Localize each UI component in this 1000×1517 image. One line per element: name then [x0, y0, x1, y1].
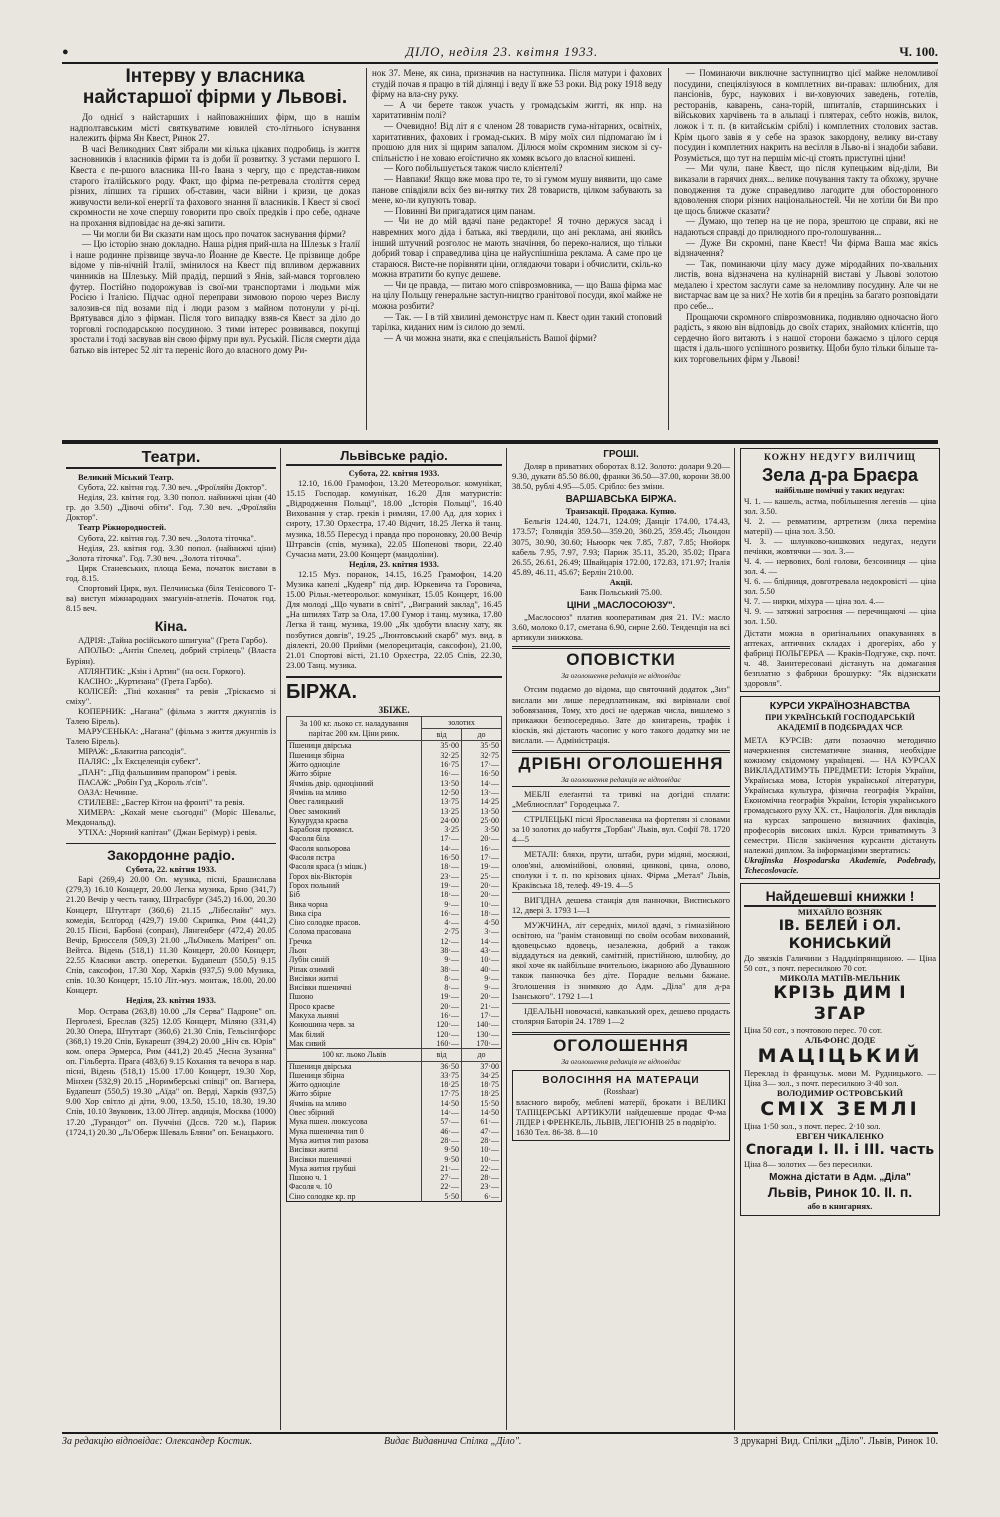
price-to-cell: 6·—	[484, 1191, 499, 1201]
grain-price-row	[287, 983, 502, 992]
grain-price-row	[287, 1155, 502, 1164]
price-to-cell: 13·—	[480, 787, 499, 797]
grain-name-cell: Кукурудза краєва	[287, 816, 422, 825]
grain-name-cell: Пшениця двірська	[287, 741, 422, 751]
price-from-cell: 8·—	[422, 983, 462, 992]
footer-left: За редакцію відповідає: Олександер Костик.	[62, 1436, 253, 1447]
grain-price-row	[287, 927, 502, 936]
price-from-cell: 33·75	[422, 1071, 462, 1080]
courses-address: Ukrajinska Hospodarska Akademie, Podebrady, Tchecoslovacie.	[744, 855, 936, 875]
lviv-radio-heading: Львівське радіо.	[286, 448, 502, 466]
page-number: Ч. 100.	[899, 44, 938, 59]
grain-name-cell: Фасоля пстра	[287, 853, 422, 862]
announcements-heading: ОГОЛОШЕННЯ	[553, 1035, 689, 1055]
horsehair-ad-text: власного виробу, меблеві матерії, брокати і ВЕЛИКІ ТАПІЦЕРСЬКІ АРТИКУЛИ найдешевше продає Ф-ма ЛІДЕР і ФРЕНКЕЛЬ, ЛЬВІВ, ЛЕГІОНІВ 25 в подвір'ю.	[516, 1096, 726, 1128]
small-ad: СТРІЛЕЦЬКІ пісні Ярославенка на фортепян зі словами за 10 золотих до набуття „Торбан" Львів, вул. Софії 78. 1720 4—5	[512, 812, 730, 847]
price-from-cell: 12·—	[422, 937, 462, 946]
footer-right: З друкарні Вид. Спілки „Діло". Львів, Ринок 10.	[733, 1436, 938, 1447]
money-text: Доляр в приватних оборотах 8.12. Золото: долари 9.20—9.30, дукати 85.50 86.00, франки 36.50—37.00, корони 38.00 38.50, рублі 4.95—5.05. Срібло: без зміни.	[512, 461, 730, 492]
price-to-cell: 16·50	[480, 769, 499, 779]
price-to-cell: 15·50	[480, 1098, 499, 1108]
book-item: ЕВГЕН ЧИКАЛЕНКО Спогади І. ІІ. і ІІІ. часть Ціна 8— золотих — без пересилки.	[744, 1131, 935, 1170]
price-to-cell: 40·—	[480, 964, 499, 974]
price-to-cell: 9·—	[484, 983, 499, 993]
books-footer-3: або в книгарнях.	[807, 1201, 873, 1212]
grain-name-cell: Конюшина черв. за	[287, 1020, 422, 1029]
grain-price-row	[287, 1192, 502, 1202]
grain-price-row	[287, 1089, 502, 1098]
price-from-cell: 8·—	[422, 974, 462, 983]
small-ads-disclaimer: За оголошення редакція не відповідає	[512, 775, 730, 787]
price-to-cell: 3·—	[484, 927, 499, 937]
small-ads-list	[512, 787, 730, 1028]
price-from-cell: 9·—	[422, 955, 462, 964]
grain-name-cell: Овес замокний	[287, 807, 422, 816]
price-to-cell: 47·—	[480, 1126, 499, 1136]
price-to-cell: 43·—	[480, 946, 499, 955]
warsaw-exchange-sub: Транзакції. Продажа. Купно.	[565, 506, 677, 517]
grain-price-row	[287, 1011, 502, 1020]
notices-disclaimer: За оголошення редакція не відповідає	[561, 671, 681, 681]
grain-price-row	[287, 900, 502, 909]
grain-price-row	[287, 862, 502, 871]
book-item: МИХАЙЛО ВОЗНЯК ІВ. БЕЛЕЙ і ОЛ. КОНИСЬКИЙ До звязків Галичини з Наддніпрянщиною. — Ціна 50 сот., з почт. пересилкою 70 сот.	[744, 907, 936, 974]
grain-price-row	[287, 1071, 502, 1080]
grain-name-cell: Мука пшенична тип 0	[287, 1127, 422, 1136]
grain-name-cell: Пшениця двірська	[287, 1061, 422, 1071]
price-from-cell: 19·—	[422, 992, 462, 1001]
grain-price-row	[287, 955, 502, 964]
grain-name-cell: Ячмінь двір. одноцінний	[287, 779, 422, 788]
grain-name-cell: Ріпак озимий	[287, 965, 422, 974]
horsehair-ad-title: ВОЛОСІННЯ НА МАТЕРАЦИ	[542, 1074, 700, 1086]
grain-price-row	[287, 992, 502, 1001]
grain-name-cell: Жито збірне	[287, 1089, 422, 1098]
money-heading: ГРОШІ.	[603, 449, 639, 460]
price-to-cell: 23·—	[480, 1182, 499, 1192]
announcements-disclaimer: За оголошення редакція не відповідає	[561, 1056, 681, 1066]
small-ad: МЕБЛІ елеґантні та тривкі на догідні сплати: „Меблиосплат" Городецька 7.	[512, 787, 730, 812]
book-item: ВОЛОДИМИР ОСТРОВСЬКИЙ СМІХ ЗЕМЛІ Ціна 1·50 зол., з почт. перес. 2·10 зол.	[744, 1088, 920, 1132]
footer-center: Видає Видавнича Спілка „Діло".	[384, 1436, 522, 1447]
price-to-cell: 17·—	[480, 1011, 499, 1021]
price-to-cell: 16·—	[480, 843, 499, 853]
price-to-cell: 25·—	[480, 871, 499, 881]
grain-name-cell: Мак сивий	[287, 1039, 422, 1049]
grain-price-row	[287, 872, 502, 881]
grain-name-cell: Фасоля кольорова	[287, 844, 422, 853]
price-to-cell: 20·—	[480, 890, 499, 900]
small-ad: ІДЕАЛЬНІ новочасні, кавказький орех, дешево продасть столярня Баторія 24. 1789 1—2	[512, 1005, 730, 1026]
grain-price-row	[287, 890, 502, 899]
price-to-cell: 10·—	[480, 955, 499, 965]
grain-name-cell: Гречка	[287, 937, 422, 946]
grain-name-cell: Висівки пшеничні	[287, 1155, 422, 1164]
grain-name-cell: Вика сіра	[287, 909, 422, 918]
price-from-cell: 120·—	[422, 1030, 462, 1039]
courses-sub: ПРИ УКРАЇНСЬКІЙ ГОСПОДАРСЬКІЙ АКАДЕМІЇ В ПОДЄБРАДАХ ЧСР.	[765, 713, 915, 732]
grain-name-cell: Висівки житні	[287, 1145, 422, 1154]
grain-price-row	[287, 760, 502, 769]
masthead-title: ДІЛО, неділя 23. квітня 1933.	[405, 44, 599, 59]
warsaw-exchange-text: Бельгія 124.40, 124.71, 124.09; Данціг 174.00, 174.43, 173.57; Голяндія 359.50—359.20, 360.25, 359.45; Льондон 3075, 30.90, 30.60; Ньюорк чек 7.85, 7.87, 7.85; Нюйорк кабель 7.95, 7.97, 7.93; Париж 35.11, 35.20, 35.02; Прага 26.55, 26.61, 26.49; Швайцарія 172.00, 172.83, 171.97; Італія 45.89, 46.11, 45.67; Берлін 210.00.	[512, 516, 730, 577]
brauer-sub: найбільше помічні у таких недугах:	[775, 486, 905, 495]
horsehair-ad-footer: 1630 Тел. 86-38. 8—10	[516, 1127, 598, 1138]
grain-name-cell: Пшоно	[287, 992, 422, 1001]
shares-text: Банк Польський 75.00.	[579, 587, 663, 598]
grain-table-header-to: до	[462, 729, 502, 741]
price-from-cell: 9·50	[422, 1145, 462, 1154]
grain-price-row	[287, 1127, 502, 1136]
price-from-cell: 14·—	[422, 1108, 462, 1117]
book-item: МИКОЛА МАТІЇВ-МЕЛЬНИК КРІЗЬ ДИМ І ЗГАР Ціна 50 сот., з почтовою перес. 70 сот.	[744, 973, 907, 1036]
price-to-cell: 10·—	[480, 1154, 499, 1164]
price-from-cell: 14·50	[422, 1099, 462, 1108]
price-to-cell: 3·50	[484, 825, 499, 835]
grain-name-cell: Овес збірний	[287, 1108, 422, 1117]
price-from-cell: 12·50	[422, 788, 462, 797]
price-from-cell: 18·—	[422, 890, 462, 899]
grain-name-cell: Ячмінь на мливо	[287, 1099, 422, 1108]
grain-name-cell: Фасоля краса (з мішк.)	[287, 862, 422, 871]
foreign-radio-heading: Закордонне радіо.	[66, 843, 276, 864]
price-from-cell: 18·—	[422, 862, 462, 871]
price-to-cell: 20·—	[480, 834, 499, 844]
grain-table-header2-to: до	[462, 1049, 502, 1061]
grain-name-cell: Жито одноціле	[287, 1080, 422, 1089]
grain-price-row	[287, 909, 502, 918]
grain-table-header2-left: 100 кг. льоко Львів	[287, 1049, 422, 1061]
theatres-heading: Театри.	[66, 448, 276, 469]
price-from-cell: 17·75	[422, 1089, 462, 1098]
price-from-cell: 28·—	[422, 1136, 462, 1145]
price-from-cell: 14·—	[422, 844, 462, 853]
price-from-cell: 4·—	[422, 918, 462, 927]
grain-price-row	[287, 974, 502, 983]
grain-price-row	[287, 1002, 502, 1011]
grain-price-row	[287, 918, 502, 927]
price-to-cell: 130·—	[476, 1029, 499, 1039]
grain-name-cell: Пшениця збірна	[287, 751, 422, 760]
price-to-cell: 17·—	[480, 853, 499, 863]
price-to-cell: 4·50	[484, 918, 499, 928]
maslosoyuz-text: „Маслосоюз" платив кооперативам дня 21. IV.: масло 3.60, молоко 0.17, сметана 6.90, сирне 2.60. Тенденція на всі артикули знижкова.	[512, 612, 730, 643]
brauer-brand: Зела д-ра Браєра	[761, 465, 919, 485]
grain-price-row	[287, 769, 502, 778]
price-to-cell: 34·25	[480, 1070, 499, 1080]
foreign-radio-day1: Субота, 22. квітня 1933.	[125, 864, 217, 875]
grain-name-cell: Мак білий	[287, 1030, 422, 1039]
foreign-radio-text1: Барі (269,4) 20.00 Оп. музика, пісні, Брашислава (279,3) 16.10 Концерт, 20.00 Легка музика, Брно (341,7) 21.20 Вечір у честь танку, Штрасбург (345,2) 16.00, 20.30 Концерт, Штутгарт (360,6) 21.15 „Лібеслайн" муз. комедія, Бєлґород (429,7) 19.00 Скрипка, Рим (441,2) 20.15 Пісні, Барбоні (сопран), Лянгенберг (472,4) 20.05 Вечір, Брюсселя (509,3) 21.00 „ЛьОнкель Матірен" оп. Вейтса. Відень (518,1) 11.30 Концерт, 20.00 Концерт, 22.55 Класики австр. оперетки. Будапешт (550,5) 9.15 Спів, саксофон, 17.30 Хор, Харків (937,5) 9.00 Музика, спів. 10.30 Концерт, 15.10 Літ.-муз. монтаж, 18.00, 20.00 Концерт.	[66, 874, 276, 996]
price-from-cell: 13·25	[422, 807, 462, 816]
grain-name-cell: Мука житня грубші	[287, 1164, 422, 1173]
grain-name-cell: Висівки пшеничні	[287, 983, 422, 992]
price-to-cell: 22·—	[480, 1163, 499, 1173]
brauer-list: Ч. 1. — кашель, астма, побільшення легенів — ціна зол. 3.50. Ч. 2. — ревматизм, артретизм (лиха переміна матерії) — ціна зол. 3.50. Ч. 3. — шлунково-кишкових недугах, недуги печінки, жовтячки — зол. 3.— Ч. 4. — нервових, болі голови, безсонниця — ціна зол. 4. — Ч. 6. — блідниця, довготревала недокровісті — ціна зол. 5.50 Ч. 7. — нирки, міхура — ціна зол. 4.— Ч. 9. — затяжні затроєння — перечищаючі — ціна зол. 1.50.	[744, 496, 936, 626]
grain-price-row	[287, 1136, 502, 1145]
brauer-ad	[740, 448, 940, 692]
grain-name-cell: Пшениця збірна	[287, 1071, 422, 1080]
price-from-cell: 17·—	[422, 834, 462, 843]
grain-table-header2-from: від	[422, 1049, 462, 1061]
price-from-cell: 18·25	[422, 1080, 462, 1089]
grain-price-row	[287, 1117, 502, 1126]
books-footer-2: Львів, Ринок 10. II. п.	[767, 1184, 913, 1201]
price-to-cell: 28·—	[480, 1173, 499, 1183]
price-to-cell: 170·—	[476, 1038, 499, 1048]
price-from-cell: 35·00	[422, 741, 462, 751]
foreign-radio-day2: Неділя, 23. квітня 1933.	[125, 995, 217, 1006]
column-entertainment	[66, 448, 276, 1430]
grain-price-row	[287, 741, 502, 751]
grain-subheading: ЗБІЖЕ.	[378, 704, 410, 715]
books-footer-1: Можна дістати в Адм. „Діла"	[769, 1172, 911, 1184]
maslosoyuz-heading: ЦІНИ „МАСЛОСОЮЗУ".	[566, 600, 676, 612]
price-from-cell: 46·—	[422, 1127, 462, 1136]
grain-price-row	[287, 946, 502, 955]
grain-price-row	[287, 807, 502, 816]
grain-price-row	[287, 1030, 502, 1039]
grain-name-cell: Біб	[287, 890, 422, 899]
price-from-cell: 36·50	[422, 1061, 462, 1071]
grain-name-cell: Ячмінь на мливо	[287, 788, 422, 797]
price-to-cell: 28·—	[480, 1135, 499, 1145]
grain-price-row	[287, 779, 502, 788]
grain-price-row	[287, 797, 502, 806]
price-from-cell: 21·—	[422, 1164, 462, 1173]
price-from-cell: 38·—	[422, 946, 462, 955]
lviv-radio-day2: Неділя, 23. квітня 1933.	[348, 558, 440, 569]
horsehair-ad	[512, 1070, 730, 1141]
price-from-cell: 13·50	[422, 779, 462, 788]
price-from-cell: 3·25	[422, 825, 462, 834]
grain-name-cell: Жито збірне	[287, 769, 422, 778]
grain-table-header-zl: золотих	[422, 716, 502, 728]
grain-name-cell: Вика чорна	[287, 900, 422, 909]
lviv-radio-text2: 12.15 Муз. поранок, 14.15, 16.25 Грамофон, 14.20 Музика капелі „Кудеяр" під дир. Юркевича та Горовича, 15.00 Рільн.-метеорольог. комунікат, 15.05 Концерт, 16.00 Для молоді „Що чувати в світі", „Виграний заклад", 16.45 „На шпилях Татр за Ола, 17.00 Гумор і танц. музика, 17.80 Легка й танц. музика, 19.00 „Як здобути власну хату, як позбутися довгів", 19.25 „Люнтовський скарб" муз. вид. в діялекті, 20.00 Прийми (мелорецитація, саксофон), 21.00, 21.01 Спортові вісті, 21.10 Орхестра, 22.05 Спів, 22.30, 23.00 Танц. музика.	[286, 568, 502, 670]
price-from-cell: 13·75	[422, 797, 462, 806]
price-from-cell: 24·00	[422, 816, 462, 825]
price-to-cell: 32·75	[480, 750, 499, 760]
grain-price-row	[287, 1108, 502, 1117]
books-ad	[740, 883, 940, 1216]
price-from-cell: 16·50	[422, 853, 462, 862]
grain-name-cell: Висівки житні	[287, 974, 422, 983]
grain-price-row	[287, 853, 502, 862]
grain-price-row	[287, 751, 502, 760]
price-to-cell: 13·50	[480, 806, 499, 816]
grain-price-row	[287, 937, 502, 946]
price-from-cell: 16·75	[422, 760, 462, 769]
grain-price-row	[287, 788, 502, 797]
grain-price-row	[287, 965, 502, 974]
price-to-cell: 14·—	[480, 778, 499, 788]
price-from-cell: 19·—	[422, 881, 462, 890]
small-ads-heading: ДРІБНІ ОГОЛОШЕННЯ	[518, 753, 724, 773]
price-to-cell: 19·—	[480, 862, 499, 872]
grain-price-row	[287, 1039, 502, 1049]
price-from-cell: 20·—	[422, 1002, 462, 1011]
grain-name-cell: Фасоля біла	[287, 834, 422, 843]
exchange-heading: БІРЖА.	[286, 676, 502, 704]
grain-price-row	[287, 1020, 502, 1029]
price-to-cell: 37·00	[480, 1061, 499, 1071]
grain-name-cell: Горох вік-Вікторія	[287, 872, 422, 881]
grain-name-cell: Пшоно ч. 1	[287, 1173, 422, 1182]
grain-price-row	[287, 825, 502, 834]
small-ad: ВИГІДНА дешева станція для панночки, Висписького 12, двері 3. 1793 1—1	[512, 893, 730, 918]
book-item: АЛЬФОНС ДОДЕ МАЦІЦЬКИЙ Переклад із французьк. мови М. Рудницького. — Ціна 3— зол., з почт. пересилкою 3·40 зол.	[744, 1035, 936, 1089]
price-to-cell: 10·—	[480, 1145, 499, 1155]
price-to-cell: 35·50	[480, 741, 499, 751]
masthead-ornament-icon: ●	[62, 46, 69, 58]
interview-column-2: нок 37. Мене, як сина, призначив на наступника. Після матури і фахових студій почав я працю в тій ділянці і веду її вже 53 роки. Від року 1918 веду фірму на вла-сну руку. — А чи берете також участь у громадськім житті, як нпр. на харитативнім полі? — Очевидно! Від літ я є членом 28 товариств гума-нітарних, освітніх, харитативних, фахових і громад-ських. В міру моїх сил підпомагаю їм і прошою для них зі щирим запалом. Ділюся моїм скромним зиском зі су-спільністю і не ховаю егоїстично як хомяк всього до власної кишені. — Кого побільшується також число клієнтелі? — Навпаки! Якщо вже мова про те, то зі гумом мушу виявити, що саме панове співдіяли всіх без ви-нятку тих 28 товариств, цілком забувають за мене, ко-ли купують товар. — Повинні Ви пригадатися цим панам. — Чи не до мій вдачі пане редакторе! Я точно держуся засад і навремних мого діда і батька, які твердили, що ані реклама, ані якийсь інший штучний розголос не мають значіння, бо переко-налися, що тільки добрий товар і справедлива ціна це найуспішніша реклама. А саме про це стараюся. Висте-не порівняти ціни, оглядаючи товари і обчислити, скіль-ко можна втратити бо купує дешеве. — Чи це правда, — питаю мого співрозмовника, — що Ваша фірма має на цілу Польщу генеральне заступ-ництво гранітової посуди, якої майже не можна розбити? — Так. — І в тій хвилині демонструє нам п. Квест один такий стоповий тарілка, киданих ним із силою до землі. — А чи можна знати, яка є спеціяльність Вашої фірми?	[372, 68, 662, 343]
price-to-cell: 10·—	[480, 899, 499, 909]
grain-name-cell: Мука пшен. люксусова	[287, 1117, 422, 1126]
cinemas-heading: Кіна.	[154, 618, 188, 635]
small-ad: МЕТАЛІ: бляхи, прути, штаби, рури мідяні, мосяжні, олов'яні, алюмінійові, оловяні, цинкові, цина, олово, сполуки і т. п. по крізових цінах. Фірма „Метал" Львів, Краківська 18, телеф. 49-19. 4—5	[512, 847, 730, 892]
grain-price-row	[287, 1099, 502, 1108]
price-from-cell: 27·—	[422, 1173, 462, 1182]
price-from-cell: 5·50	[422, 1192, 462, 1202]
lviv-radio-text1: 12.10, 16.00 Грамофон, 13.20 Метеорольог. комунікат, 15.15 Господар. комунікат, 16.20 Для матуристів: „Відродження Польщі", 18.00 „Історія Польщі", 16.40 Виховання у стар. греків і римлян, 17.00 Ад. для хорих і сироту, 17.30 Орхестра, 17.40 Відчит, 18.25 Легка й танц. музика, 18.55 Пересуд і правда про пороновку, 20.00 Вечір Штравсів (спів, музика), 22.05 Шопенові твори, 22.40 Сучасна мати, 23.00 Концерт (мандоліни).	[286, 478, 502, 559]
grain-name-cell: Льон	[287, 946, 422, 955]
price-from-cell: 16·—	[422, 1011, 462, 1020]
grain-price-row	[287, 1173, 502, 1182]
price-to-cell: 20·—	[480, 880, 499, 890]
grain-name-cell: Просо краєве	[287, 1002, 422, 1011]
price-from-cell: 9·—	[422, 900, 462, 909]
warsaw-exchange-heading: ВАРШАВСЬКА БІРЖА.	[565, 494, 677, 506]
interview-column-3: — Поминаючи виключне заступництво цієї майже неломливої посудини, спеціялізуюся в комплетних ви-правах: шлюбних, для пансіонів, бурс, наукових і ви-ховуючих заведень, готелів, ресторанів, каварень, сана-торій, шпиталів, старшинських і військових харчівень та в альпаці і плятерах, себто ножів, вилок, ложок і т. п. (в китайськім сріблі) і комплетних столових застав. Крім цього завів я у себе на зразок закордону, велику ви-ставу посудин і комплетних накрить на весілля в Льво-ві і знадоби забави. Розуміється, що тут на першім міс-ці стоять приступні ціни! — Ми чули, пане Квест, що після купецьким від-діли, Ви виказали в гарячих днях... велике почування такту та обхожу, зручне поводження та дуже справедливо лагодите для обосторонного вдоволення спори різних національностей. Чи не хотіли би Ви про це щось ближче сказати? — Думаю, що тепер на це не пора, зрештою це справи, які не надаються справді до прилюдного про-голошування... — Дуже Ви скромні, пане Квест! Чи фірма Ваша має якісь відзначення? — Так, поминаючи цілу масу дуже міродайних по-хвальних листів, вона відзначена на кулінарній виставі у Львові золотою медалею і хрестом заслуги саме за неломливу посудину. Але чи не вистарчає вам це за них? Не хотів би я прецінь за багато розповідати про себе... Прощаючи скромного співрозмовника, подивляю одночасно його радість, з якою він відповідь до своїх старих, знайомих клієнтів, що сердечно його витають і з нашої сторони бажаємо з цілого серця щастя і даль-шого успішного розвитку. Щоби було тільки більше та-ких торговельних фірм у Львові!	[674, 68, 938, 365]
theatres-list: Великий Міський Театр. Субота, 22. квітня год. 7.30 веч. „Фроїляйн Доктор". Неділя, 23. квітня год. 3.30 попол. найнижчі ціни (40 гр. до 3.50) „Дівочі обіти". Год. 7.30 веч. „Фроїляйн Доктор". Театр Ріжнородностей. Субота, 22. квітня год. 7.30 веч. „Золота тіточка". Неділя, 23. квітня год. 3.30 попол. (найнижчі ціни) „Золота тіточка". Год. 7.30 веч. „Золота тіточка". Цирк Станевських, площа Бема, початок вистави в год. 8.15. Спортовий Цирк, вул. Пелчинська (біля Тенісового Т-ва) виступ міжнародних змагунів-атлетів. Початок год. 8.15 веч.	[66, 472, 276, 614]
price-from-cell: 16·—	[422, 909, 462, 918]
price-to-cell: 25·00	[480, 815, 499, 825]
price-from-cell: 120·—	[422, 1020, 462, 1029]
brauer-text: Дістати можна в оригінальних опакуваннях в аптеках, аптичних складах і дрогеріях, або у фабриці ПОЛЬГЕРБА — Краків-Подгуже, скр. почт. ч. 48. Заинтересовані дістануть на домагання безплатно з фабрики брошурку: "Як відзискати здоровля".	[744, 628, 936, 688]
courses-title: КУРСИ УКРАЇНОЗНАВСТВА	[769, 700, 911, 712]
grain-name-cell: Сіно солодке прасов.	[287, 918, 422, 927]
price-to-cell: 20·—	[480, 992, 499, 1002]
price-from-cell: 32·25	[422, 751, 462, 760]
grain-price-row	[287, 881, 502, 890]
column-money-ads	[512, 448, 730, 1430]
interview-column-1: До однієї з найстарших і найповажніших фірм, що в нашім надполтавським місті святкуватиме ювилей сто-літнього існування належить фірма Ян Квест, Ринок 27. В часі Великодних Свят зібрали ми кілька цікавих подробиць із життя засновників і власників фірми та із доби її розвитку. З устами першого І. Квеста є пе-ршого власника ІІІ-го Івана з чергу, що є представ-ником старого італійського роду. Факт, що фірма пе-ретревала століття серед різних, ліпших та гірших об-ставин, часи війни і кризи, це доказ живучости вели-кої енергії та фахового знання її власників. І Квест зі своєї скромности не хоче спершу говорити про своїх предків і про себе, одначе на прохання відповідає на де-які запити. — Чи могли би Ви сказати нам щось про початок заснування фірми? — Цю історію знаю докладно. Наша рідня прий-шла на Шлезьк з Італії і наше родинне прізвище звуча-ло Йоанне де Квесте. Це прізвище добре відоме у пів-нічній Італії, змінилося на Квест під впливом державних чинників на Шлезьку. Мій прадід, перший з Янів, зай-мався торговлею футер. Постійно подорожував із свої-ми транспортами і людьми між Росією і Італією. Підчас одної переправи зимовою порою через Вислу залозив-ся під возами під і люди разом з майном потонули у рі-ці. Врятувався діло з фірман. Після того випадку взяв-ся Квест за діло до торговлі господарською посудиною. З тими інтерес розвивався, покупці зростали і тоді засвував він свою фірму при вул. Руській. Після смерти діда батько вів інтерес 52 літ та переніс його до власного дому Ри-	[70, 112, 360, 356]
grain-name-cell: Фасоля ч. 10	[287, 1182, 422, 1191]
price-from-cell: 38·—	[422, 965, 462, 974]
grain-price-row	[287, 1080, 502, 1089]
grain-name-cell: Овес галицький	[287, 797, 422, 806]
grain-price-row	[287, 834, 502, 843]
grain-price-row	[287, 816, 502, 825]
grain-name-cell: Жито одноціле	[287, 760, 422, 769]
notices-heading: ОПОВІСТКИ	[566, 650, 676, 670]
books-banner: Найдешевші книжки !	[744, 887, 936, 907]
price-from-cell: 57·—	[422, 1117, 462, 1126]
price-to-cell: 21·—	[480, 1001, 499, 1011]
price-to-cell: 18·—	[480, 908, 499, 918]
courses-text: МЕТА КУРСІВ: дати позаочно методично начеркнення систематичне знання, необхідне кожному свідомому українцеві. — НА КУРСАХ ВИКЛАДАТИМУТЬ ПРЕДМЕТИ: Історія України, Українська мова, Історія української літератури, Українська культура, фізична географія України, Економічна географія України, Історія українського громадського руху ХХ. ст., Націологія. Для викладів на курсах запрошено визначних фахівців, професорів високих шкіл. Курси триватимуть 3 семестри. Після закінчення курсанти дістануть належні диплом. За інформаціями звертатись:	[744, 735, 936, 855]
courses-ad	[740, 696, 940, 879]
grain-name-cell: Барабоня промисл.	[287, 825, 422, 834]
price-to-cell: 18·75	[480, 1080, 499, 1090]
interview-title: Інтерву у власника найстаршої фірми у Львові.	[82, 66, 348, 108]
price-to-cell: 17·—	[480, 760, 499, 770]
grain-name-cell: Горох польний	[287, 881, 422, 890]
notices-text: Отсим подаємо до відома, що святочний додаток „Зиз" вислали ми лише передплатникам, які вирівнали свої зобовязання, Тому, хто досі не одержав числа, вишлемо з прикажки безпосередньо. Зате до книгарень, трафік і кіосків, які дістають часопис у кого такого додатку ми не вислали. — Адміністрація.	[512, 684, 730, 745]
price-from-cell: 23·—	[422, 872, 462, 881]
grain-price-row	[287, 1164, 502, 1173]
grain-price-row	[287, 1061, 502, 1071]
price-to-cell: 61·—	[480, 1117, 499, 1127]
price-to-cell: 14·50	[480, 1108, 499, 1118]
grain-price-row	[287, 1182, 502, 1191]
price-from-cell: 16·—	[422, 769, 462, 778]
price-from-cell: 22·—	[422, 1182, 462, 1191]
grain-table-header-from: від	[422, 729, 462, 741]
horsehair-ad-sub: (Rosshaar)	[603, 1086, 639, 1096]
masthead	[62, 44, 938, 62]
grain-name-cell: Сіно солодке кр. пр	[287, 1192, 422, 1202]
grain-price-row	[287, 844, 502, 853]
grain-name-cell: Лубін синій	[287, 955, 422, 964]
price-from-cell: 2·75	[422, 927, 462, 936]
brauer-top-line: КОЖНУ НЕДУГУ ВИЛІЧИЩ	[764, 453, 916, 463]
price-from-cell: 160·—	[422, 1039, 462, 1049]
price-to-cell: 18·25	[480, 1089, 499, 1099]
grain-price-table	[286, 716, 502, 1202]
price-to-cell: 140·—	[476, 1020, 499, 1030]
grain-price-row	[287, 1145, 502, 1154]
shares-heading: Акції.	[609, 576, 633, 587]
column-advertisements	[740, 448, 940, 1430]
grain-table-header-left: За 100 кг. льоко ст. наладування парітас 200 км. Ціни ринк.	[287, 716, 422, 741]
cinemas-list: АДРІЯ: „Тайна російського шпигуна" (Грета Гарбо). АПОЛЬО: „Антін Спелец, добрий стрілець" (Власта Буріян). АТЛЯНТИК: „Кзін і Артин" (на осн. Горкого). КАСІНО: „Куртизана" (Грета Гарбо). КОЛІСЕЙ: „Тіні кохання" та ревія „Тріскаємо зі сміху". КОПЕРНИК: „Нагана" (фільма з життя джунглів із Талею Бірель). МАРУСЕНЬКА: „Нагана" (фільма з життя джунглів із Талею Бірель). МІРАЖ: „Блакитна рапсодія". ПАЛЯС: „Їх Ексцеленція субект". „ПАН": „Під фальшивим прапором" і ревія. ПАСАЖ: „Робін Гуд „Король л'сів". ОАЗА: Нечинне. СТИЛЕВЕ: „Бастер Кітон на фронті" та ревія. ХИМЕРА: „Кохай мене сьогодні" (Моріс Шевальє, Мекдональд). УТІХА: „Чорний капітан" (Джан Берімур) і ревія.	[66, 635, 276, 838]
lviv-radio-day1: Субота, 22. квітня 1933.	[348, 468, 440, 478]
price-to-cell: 9·—	[484, 973, 499, 983]
price-to-cell: 14·—	[480, 936, 499, 946]
column-radio-exchange	[286, 448, 502, 1430]
grain-name-cell: Солома прасована	[287, 927, 422, 936]
grain-name-cell: Мука житня тип разова	[287, 1136, 422, 1145]
small-ad: МУЖЧИНА, літ середніх, милої вдачі, з гімназійною освітою, на "ранім становищі по своїм особам вихований, вдовецьсько вдовець, незалежна, добрий а також віддадуться на деякий, самітній, пристійною, шлюбну, до якої хоче як найбільше вчительою, іжарною або Дувашною також панночка без діте. Порадне вельми бажане. Зголошення із знимкою до Адм. „Діла" для д-ра Ізанського". 1792 1—1	[512, 918, 730, 1004]
price-from-cell: 9·50	[422, 1155, 462, 1164]
grain-name-cell: Макуха льняні	[287, 1011, 422, 1020]
foreign-radio-text2: Мор. Острава (263,8) 10.00 „Ля Серва" Падроне" оп. Перголезі, Бреслав (325) 12.05 Концерт, Міляно (331,4) 20.30 Опера, Штутгарт (360,6) 21.30 Спів, Гельсінгфорс (368,1) 19.20 Спів, Букарешт (394,2) 20.00 „Ніч св. Юрія" ком. опера Эрмерса, Рим (441,2) 20.45 „Чесна Зузанна" оп. Гільберта. Прага (483,6) 9.15 Кохання та вечора в нар. пісні, Відень (518,1) 15.00 17.00 Концерт, 19.30 Хор, Мінхен (532,9) 20.15 „Норимберські співці" оп. Вагнера, Будапешт (550,5) 19.30 „Аїда" оп. Верді, Харків (937,5) 9.00 Хор світло ді діти, 9.00, 13.50, 15.10, 18.30, 19.30 Спів, 10.10 Звуковик, 13.00 Літер. авдиція, Москва (1000) 17.20 „Турандот" оп. Пуччіні (Дссв. 720 м.), Париж (1724,1) 20.30 „Ль'Оберж Шеваль Бляни" оп. Бенацького.	[66, 1005, 276, 1137]
price-to-cell: 14·25	[480, 797, 499, 807]
